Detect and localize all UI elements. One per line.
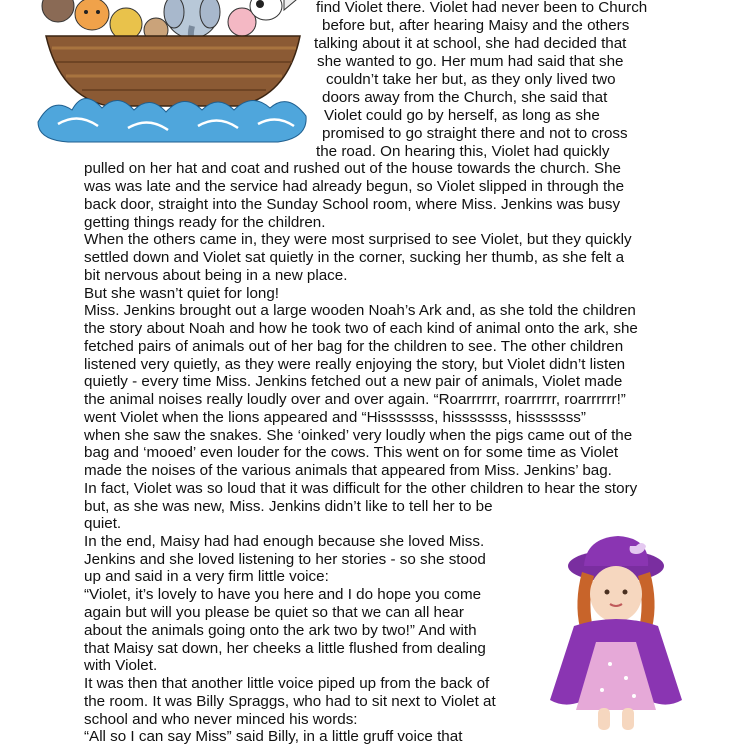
purple-rag-doll-photo — [518, 532, 704, 736]
story-line: was was late and the service had already begun, so Violet slipped in through the — [84, 178, 625, 195]
story-line: “All so I can say Miss” said Billy, in a little gruff voice that — [84, 728, 463, 745]
story-line: bit nervous about being in a new place. — [84, 267, 348, 284]
story-line: quiet. — [84, 515, 122, 532]
story-line: promised to go straight there and not to cross — [322, 125, 628, 142]
story-line: In fact, Violet was so loud that it was difficult for the other children to hear the story — [84, 480, 638, 497]
story-line: school and who never minced his words: — [84, 711, 358, 728]
story-line: Miss. Jenkins brought out a large wooden Noah’s Ark and, as she told the children — [84, 302, 636, 319]
story-line: Violet could go by herself, as long as she — [324, 107, 600, 124]
story-line: bag and ‘mooed’ even louder for the cows. This went on for some time as Violet — [84, 444, 619, 461]
story-line: when she saw the snakes. She ‘oinked’ very loudly when the pigs came out of the — [84, 427, 633, 444]
story-line: talking about it at school, she had decided that — [314, 35, 627, 52]
story-line: Jenkins and she loved listening to her stories - so she stood — [84, 551, 486, 568]
story-line: but, as she was new, Miss. Jenkins didn’t like to tell her to be — [84, 498, 493, 515]
story-line: the road. On hearing this, Violet had quickly — [316, 143, 610, 160]
story-line: the animal noises really loudly over and over again. “Roarrrrrr, roarrrrrr, roarrrrrr!” — [84, 391, 626, 408]
story-line: When the others came in, they were most surprised to see Violet, but they quickly — [84, 231, 632, 248]
story-line: she wanted to go. Her mum had said that she — [317, 53, 624, 70]
story-line: that Maisy sat down, her cheeks a little flushed from dealing — [84, 640, 486, 657]
story-line: back door, straight into the Sunday School room, where Miss. Jenkins was busy — [84, 196, 621, 213]
story-line: the room. It was Billy Spraggs, who had to sit next to Violet at — [84, 693, 496, 710]
story-line: settled down and Violet sat quietly in the corner, sucking her thumb, as she felt a — [84, 249, 625, 266]
story-line: fetched pairs of animals out of her bag for the children to see. The other children — [84, 338, 624, 355]
story-line: quietly - every time Miss. Jenkins fetched out a new pair of animals, Violet made — [84, 373, 623, 390]
story-line: find Violet there. Violet had never been to Church — [316, 0, 648, 16]
story-line: In the end, Maisy had had enough because she loved Miss. — [84, 533, 485, 550]
story-line: the story about Noah and how he took two of each kind of animal onto the ark, she — [84, 320, 638, 337]
story-line: with Violet. — [84, 657, 158, 674]
story-line: doors away from the Church, she said that — [322, 89, 608, 106]
noahs-ark-illustration — [38, 0, 310, 148]
story-line: “Violet, it’s lovely to have you here and I do hope you come — [84, 586, 482, 603]
story-line: before but, after hearing Maisy and the others — [322, 17, 630, 34]
story-line: getting things ready for the children. — [84, 214, 326, 231]
story-line: listened very quietly, as they were really enjoying the story, but Violet didn’t listen — [84, 356, 626, 373]
story-line: But she wasn’t quiet for long! — [84, 285, 280, 302]
story-line: couldn’t take her but, as they only lived two — [326, 71, 616, 88]
story-line: It was then that another little voice piped up from the back of — [84, 675, 490, 692]
story-line: up and said in a very firm little voice: — [84, 568, 329, 585]
story-line: again but will you please be quiet so that we can all hear — [84, 604, 464, 621]
story-line: about the animals going onto the ark two by two!” And with — [84, 622, 477, 639]
story-line: made the noises of the various animals that appeared from Miss. Jenkins’ bag. — [84, 462, 612, 479]
story-line: pulled on her hat and coat and rushed out of the house towards the church. She — [84, 160, 621, 177]
story-line: went Violet when the lions appeared and “Hisssssss, hisssssss, hisssssss” — [84, 409, 586, 426]
